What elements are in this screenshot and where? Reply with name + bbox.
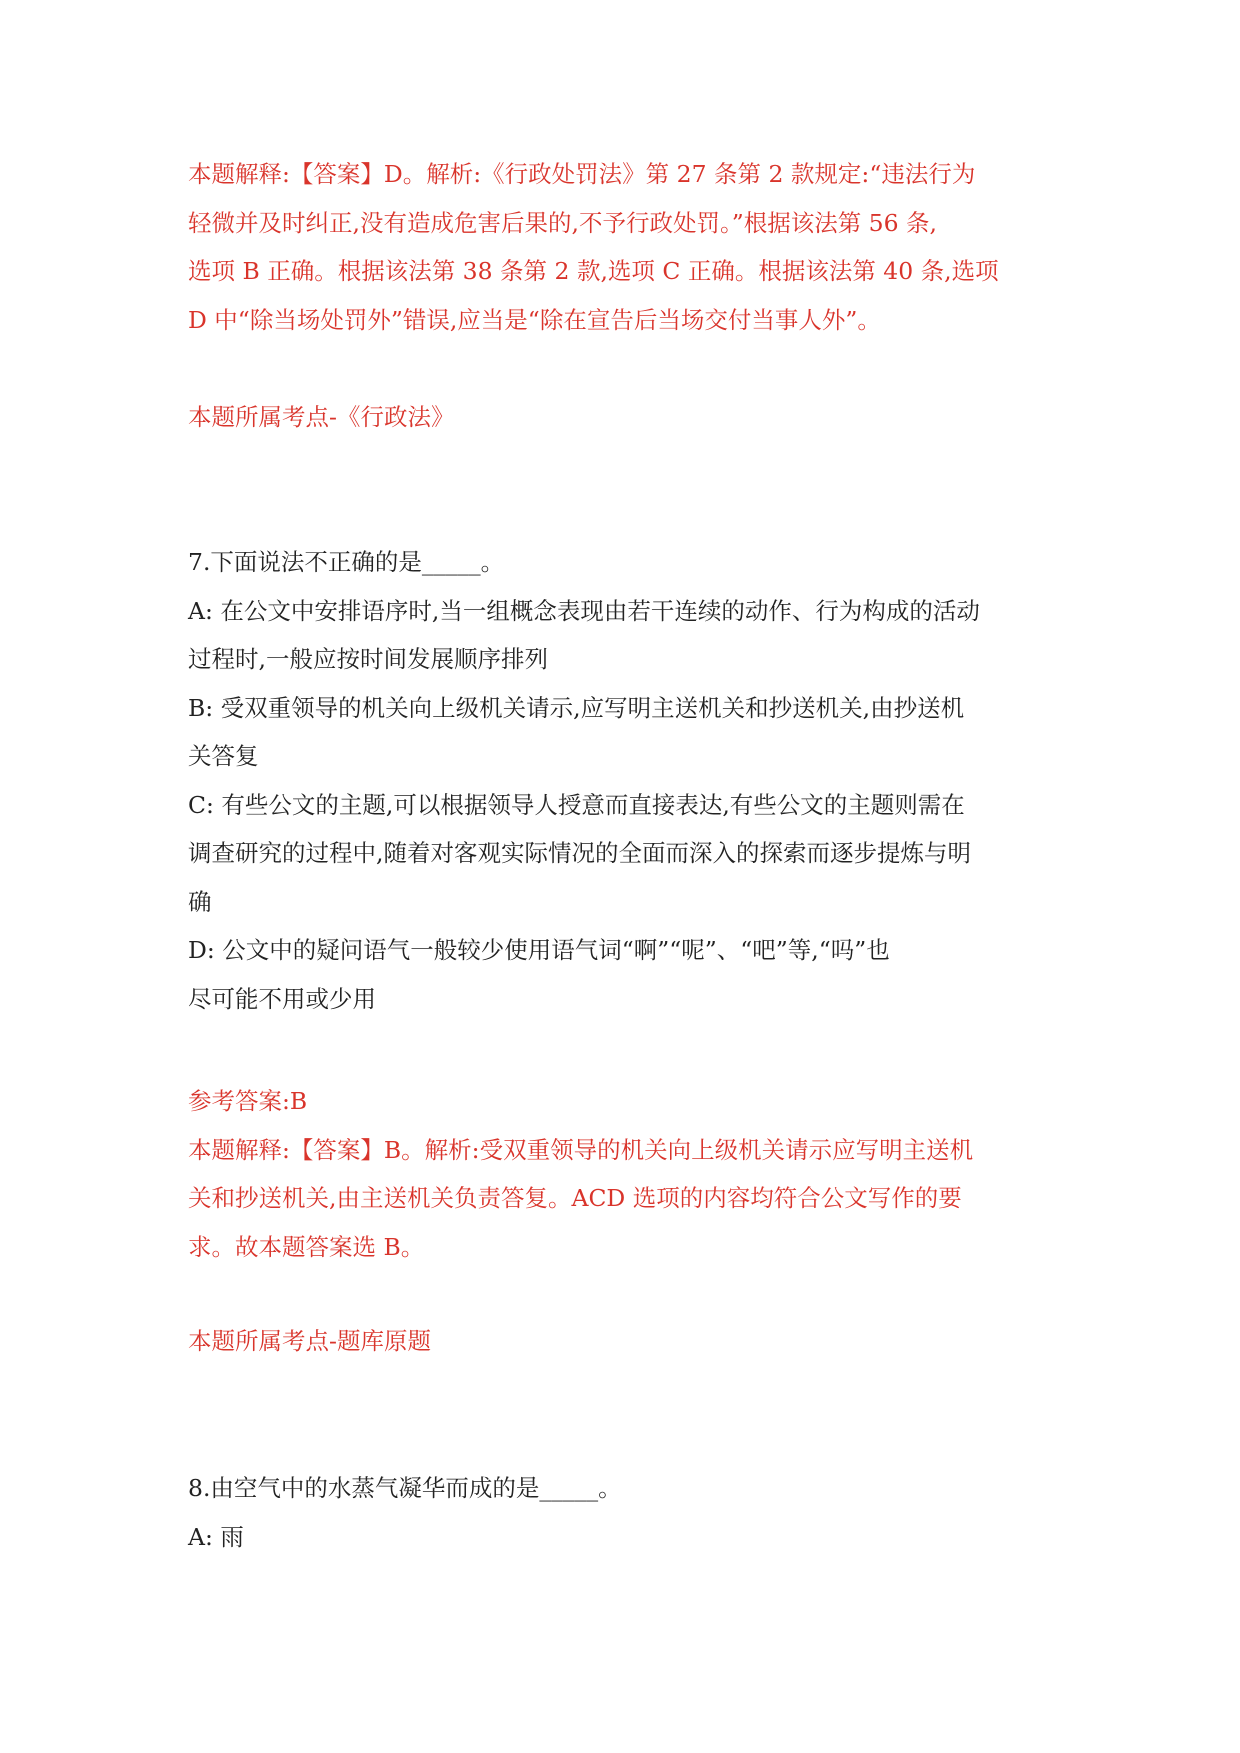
question-7 bbox=[188, 538, 1058, 1023]
q6-explanation-line: 轻微并及时纠正,没有造成危害后果的,不予行政处罚。”根据该法第 56 条, bbox=[188, 208, 938, 237]
q7-option-c-line: C: 有些公文的主题,可以根据领导人授意而直接表达,有些公文的主题则需在 bbox=[188, 790, 965, 819]
q6-explanation-line: 本题解释:【答案】D。解析:《行政处罚法》第 27 条第 2 款规定:“违法行为 bbox=[188, 160, 976, 188]
q7-option-c-line: 调查研究的过程中,随着对客观实际情况的全面而深入的探索而逐步提炼与明 bbox=[188, 839, 971, 867]
q7-option-a-line: 过程时,一般应按时间发展顺序排列 bbox=[188, 645, 548, 673]
q7-option-b-line: B: 受双重领导的机关向上级机关请示,应写明主送机关和抄送机关,由抄送机 bbox=[188, 693, 965, 722]
q8-option-a: A: 雨 bbox=[188, 1522, 244, 1551]
q8-stem: 8.由空气中的水蒸气凝华而成的是_____。 bbox=[188, 1474, 622, 1502]
q6-explanation bbox=[188, 150, 1058, 344]
q7-option-a bbox=[188, 587, 1058, 684]
q7-option-b-line: 关答复 bbox=[188, 742, 259, 770]
q7-option-d bbox=[188, 926, 1058, 1023]
q7-option-d-line: 尽可能不用或少用 bbox=[188, 984, 376, 1013]
q7-option-b bbox=[188, 684, 1058, 781]
q7-option-a-line: A: 在公文中安排语序时,当一组概念表现由若干连续的动作、行为构成的活动 bbox=[188, 596, 980, 625]
q7-knowledge-point bbox=[188, 1317, 1058, 1366]
q7-option-c bbox=[188, 781, 1058, 927]
q7-reference-answer: 参考答案:B bbox=[188, 1087, 308, 1115]
q7-knowledge-point-text: 本题所属考点-题库原题 bbox=[188, 1327, 431, 1355]
q7-explanation-line: 关和抄送机关,由主送机关负责答复。ACD 选项的内容均符合公文写作的要 bbox=[188, 1184, 962, 1212]
q7-stem: 7.下面说法不正确的是_____。 bbox=[188, 548, 505, 576]
q6-explanation-line: D 中“除当场处罚外”错误,应当是“除在宣告后当场交付当事人外”。 bbox=[188, 305, 881, 334]
q7-explanation-line: 本题解释:【答案】B。解析:受双重领导的机关向上级机关请示应写明主送机 bbox=[188, 1135, 974, 1164]
question-8 bbox=[188, 1464, 1058, 1561]
q6-knowledge-point-text: 本题所属考点-《行政法》 bbox=[188, 403, 455, 431]
q7-explanation-line: 求。故本题答案选 B。 bbox=[188, 1232, 425, 1261]
q7-answer-section bbox=[188, 1077, 1058, 1271]
q6-explanation-line: 选项 B 正确。根据该法第 38 条第 2 款,选项 C 正确。根据该法第 40 条,选项 bbox=[188, 257, 999, 285]
q7-option-d-line: D: 公文中的疑问语气一般较少使用语气词“啊”“呢”、“吧”等,“吗”也 bbox=[188, 936, 890, 964]
q7-option-c-line: 确 bbox=[188, 887, 212, 916]
q6-knowledge-point bbox=[188, 393, 1058, 442]
